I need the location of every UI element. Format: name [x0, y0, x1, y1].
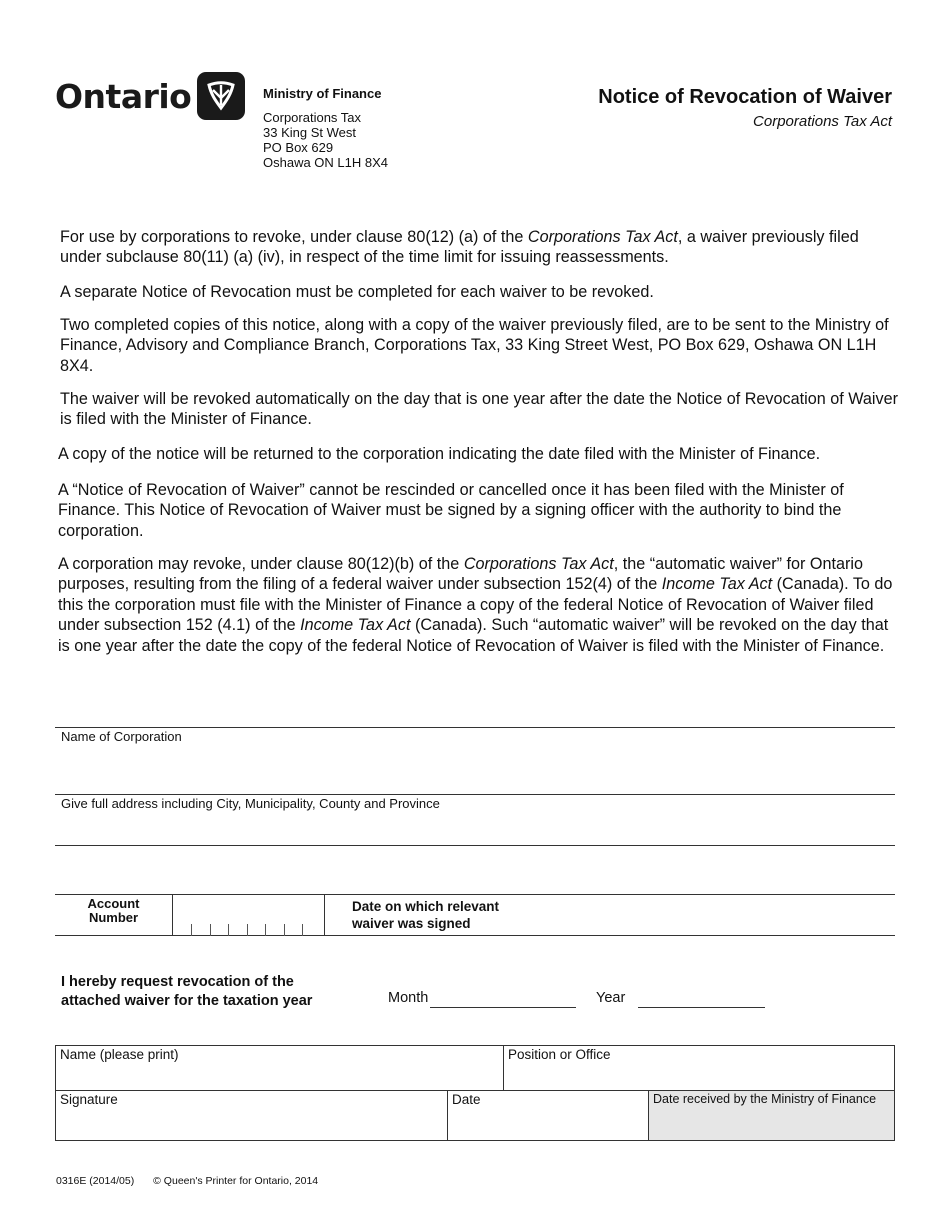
label-line: Date on which relevant: [352, 899, 500, 914]
instruction-paragraph-1: [60, 227, 898, 268]
text-italic: Corporations Tax Act: [527, 228, 678, 246]
text: , a waiver previously filed under subclause 80(11) (a) (iv), in respect of the time limit for issuing reassessments.: [60, 228, 859, 267]
address-field-line-2[interactable]: [55, 845, 895, 846]
text-italic: Income Tax Act: [300, 616, 411, 635]
text-italic: Corporations Tax Act: [463, 555, 614, 573]
field-label: Name (please print): [60, 1047, 179, 1062]
text: (Canada). Such “automatic waiver” will be revoked on the day that is one year after the date the copy of the federal Notice of Revocation of Waiver is filed with the Minister of Finance.: [58, 616, 889, 655]
address-line: Oshawa ON L1H 8X4: [263, 155, 389, 170]
account-number-input[interactable]: [172, 894, 325, 936]
revocation-request-label: [61, 973, 312, 1011]
field-label: Position or Office: [508, 1047, 611, 1062]
date-signed-label: [352, 898, 499, 932]
ministry-block: [263, 86, 388, 170]
label-line: attached waiver for the taxation year: [61, 993, 313, 1009]
label-line: waiver was signed: [352, 916, 471, 931]
act-subtitle: Corporations Tax Act: [753, 113, 892, 130]
ministry-name: Ministry of Finance: [263, 86, 382, 101]
text-italic: Income Tax Act: [661, 575, 773, 594]
instruction-paragraph-2: A separate Notice of Revocation must be completed for each waiver to be revoked.: [60, 283, 654, 301]
address-line: PO Box 629: [263, 140, 334, 155]
date-field[interactable]: [447, 1090, 648, 1140]
label-line: Account: [87, 896, 140, 911]
address-field-line[interactable]: [55, 794, 895, 795]
signature-grid: [55, 1045, 895, 1141]
text: For use by corporations to revoke, under clause 80(12) (a) of the: [60, 228, 528, 246]
date-received-field: [648, 1090, 894, 1140]
year-input[interactable]: [638, 1007, 765, 1008]
month-label: Month: [388, 990, 429, 1006]
account-number-label: [55, 897, 172, 925]
field-label: Date: [452, 1092, 481, 1107]
digit-ticks: [191, 924, 303, 936]
form-number: 0316E (2014/05): [56, 1175, 135, 1187]
copyright: © Queen's Printer for Ontario, 2014: [153, 1175, 319, 1187]
text: , the “automatic waiver” for Ontario purposes, resulting from the filing of a federal waiver under subsection 152(4) of the: [58, 555, 863, 594]
footer: [56, 1175, 334, 1187]
text: (Canada). To do this the corporation must file with the Minister of Finance a copy of the federal Notice of Revocation of Waiver filed under subsection 152 (4.1) of the: [58, 575, 893, 635]
instruction-paragraph-5: A copy of the notice will be returned to the corporation indicating the date filed with the Minister of Finance.: [58, 445, 821, 463]
instruction-paragraph-3: Two completed copies of this notice, along with a copy of the waiver previously filed, are to be sent to the Ministry of Finance, Advisory and Compliance Branch, Corporations Tax, 33 King Street West, PO Box 629, Oshawa ON L1H 8X4.: [60, 316, 889, 375]
address-line: Corporations Tax: [263, 110, 362, 125]
label-line: I hereby request revocation of the: [61, 974, 294, 990]
field-label: Date received by the Ministry of Finance: [653, 1092, 877, 1106]
name-print-field[interactable]: [56, 1046, 503, 1090]
instruction-paragraph-4: The waiver will be revoked automatically on the day that is one year after the date the Notice of Revocation of Waiver is filed with the Minister of Finance.: [60, 390, 898, 429]
month-input[interactable]: [430, 1007, 576, 1008]
year-label: Year: [596, 990, 626, 1006]
account-row: [55, 894, 895, 936]
ontario-logo: [55, 72, 245, 120]
logo-text: Ontario: [55, 76, 192, 116]
signature-field[interactable]: [56, 1090, 447, 1140]
instruction-paragraph-7: [58, 554, 896, 656]
instruction-paragraph-6: A “Notice of Revocation of Waiver” cannot be rescinded or cancelled once it has been filed with the Minister of Finance. This Notice of Revocation of Waiver must be signed by a signing officer with the authority to bind the corporation.: [58, 481, 844, 540]
position-field[interactable]: [503, 1046, 894, 1090]
title-block: [598, 86, 892, 130]
address-label: Give full address including City, Municipality, County and Province: [61, 796, 440, 811]
text: A corporation may revoke, under clause 80(12)(b) of the: [58, 555, 464, 573]
field-label: Signature: [60, 1092, 118, 1107]
corp-name-label: Name of Corporation: [61, 729, 182, 744]
label-line: Number: [88, 910, 139, 925]
corp-name-field-line[interactable]: [55, 727, 895, 728]
address-line: 33 King St West: [263, 125, 356, 140]
trillium-icon: [197, 72, 245, 120]
page-title: Notice of Revocation of Waiver: [598, 86, 892, 108]
